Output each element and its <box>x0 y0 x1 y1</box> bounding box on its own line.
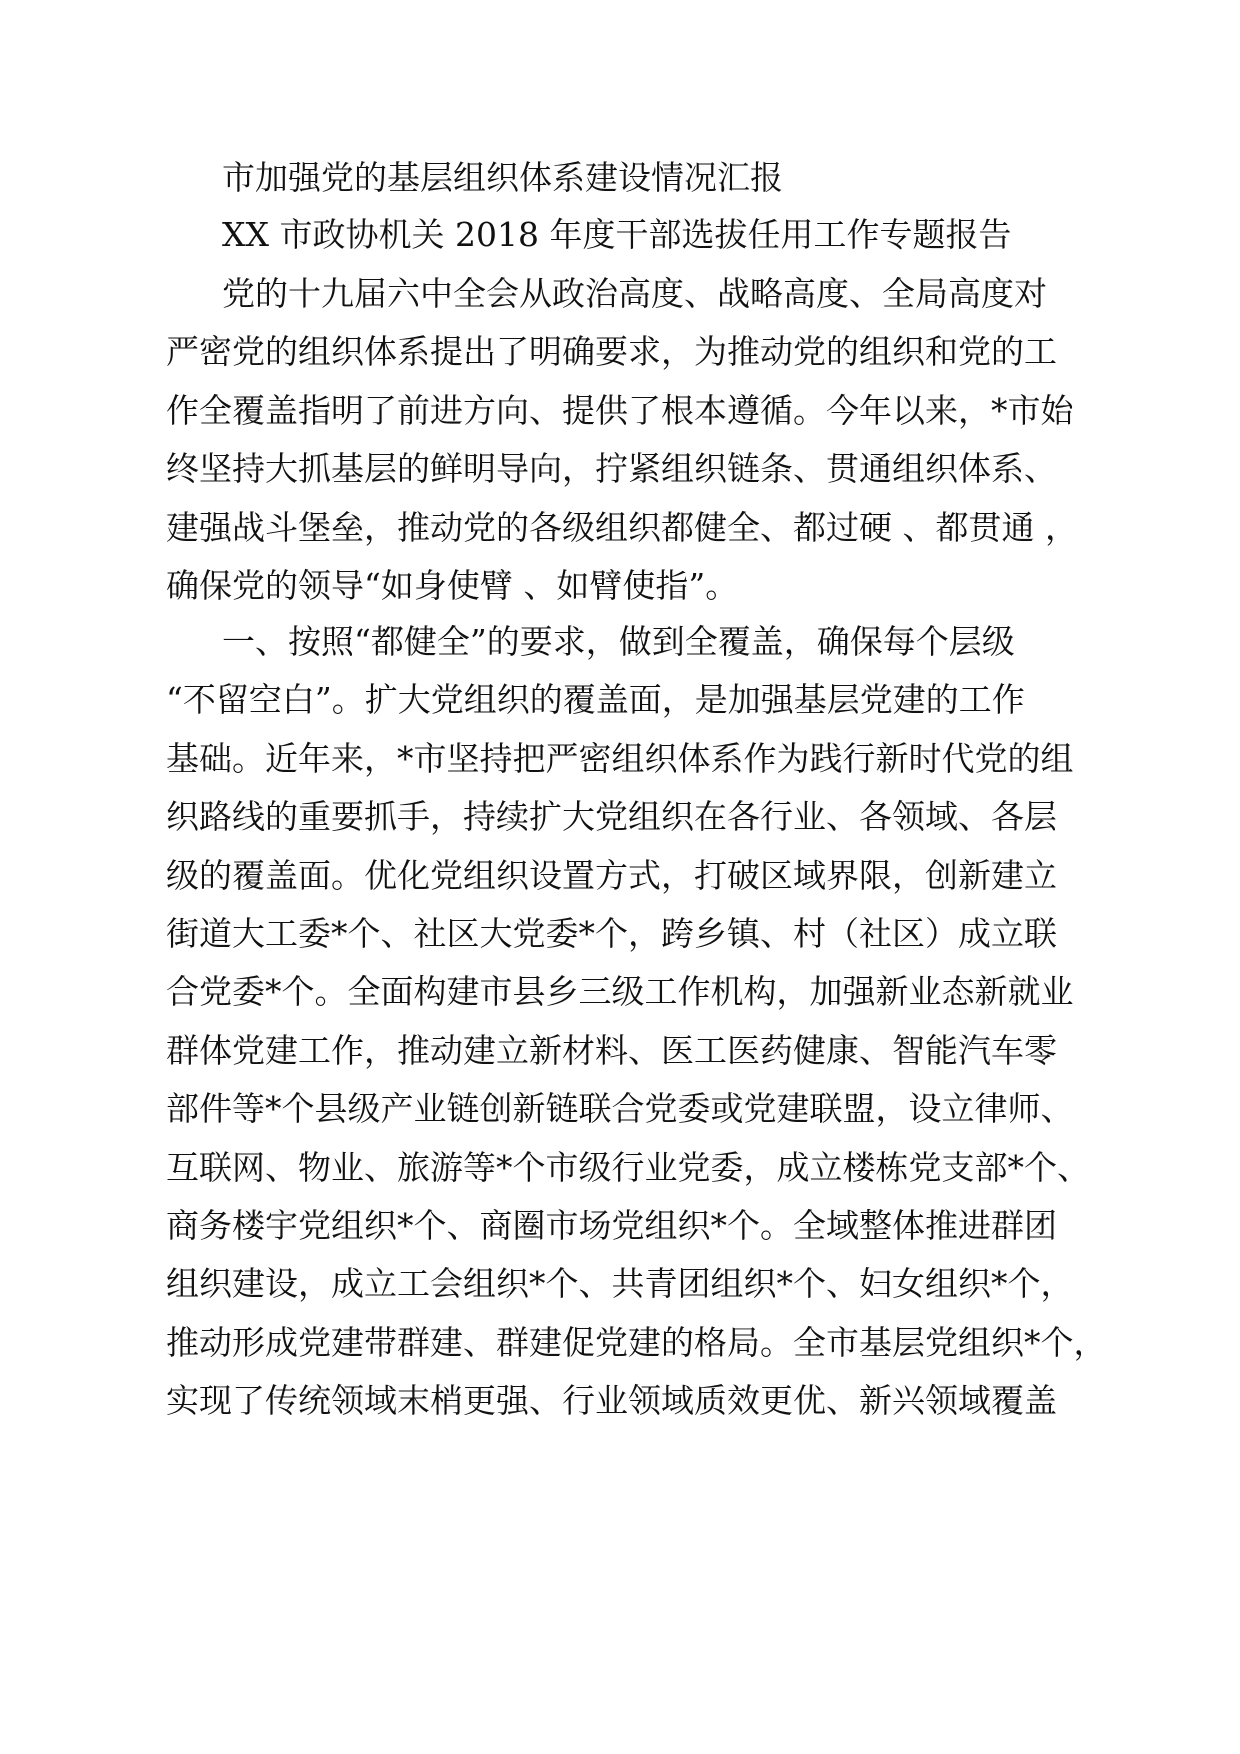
paragraph-1-line-1: 党的十九届六中全会从政治高度、战略高度、全局高度对 <box>222 274 1047 313</box>
paragraph-1-line-6: 确保党的领导“如身使臂 、如臂使指”。 <box>166 566 739 605</box>
paragraph-1-line-5: 建强战斗堡垒，推动党的各级组织都健全、都过硬 、都贯通 ， <box>166 508 1078 547</box>
paragraph-2-line-5: 级的覆盖面。优化党组织设置方式，打破区域界限，创新建立 <box>166 856 1057 895</box>
paragraph-2-line-1: 一、按照“都健全”的要求，做到全覆盖，确保每个层级 <box>222 622 1015 661</box>
document-subtitle: XX 市政协机关 2018 年度干部选拔任用工作专题报告 <box>222 215 1012 254</box>
paragraph-2-line-6: 街道大工委*个、社区大党委*个，跨乡镇、村（社区）成立联 <box>166 914 1057 953</box>
paragraph-2-line-3: 基础。近年来，*市坚持把严密组织体系作为践行新时代党的组 <box>166 739 1074 778</box>
paragraph-1-line-3: 作全覆盖指明了前进方向、提供了根本遵循。今年以来，*市始 <box>166 391 1074 430</box>
paragraph-1-line-2: 严密党的组织体系提出了明确要求，为推动党的组织和党的工 <box>166 332 1057 371</box>
paragraph-2-line-4: 织路线的重要抓手，持续扩大党组织在各行业、各领域、各层 <box>166 797 1057 836</box>
paragraph-2-line-7: 合党委*个。全面构建市县乡三级工作机构，加强新业态新就业 <box>166 972 1074 1011</box>
paragraph-2-line-8: 群体党建工作，推动建立新材料、医工医药健康、智能汽车零 <box>166 1031 1057 1070</box>
paragraph-2-line-13: 推动形成党建带群建、群建促党建的格局。全市基层党组织*个， <box>166 1323 1107 1362</box>
paragraph-2-line-2: “不留空白”。扩大党组织的覆盖面，是加强基层党建的工作 <box>166 680 1025 719</box>
paragraph-2-line-9: 部件等*个县级产业链创新链联合党委或党建联盟，设立律师、 <box>166 1089 1074 1128</box>
paragraph-2-line-11: 商务楼宇党组织*个、商圈市场党组织*个。全域整体推进群团 <box>166 1206 1057 1245</box>
paragraph-2-line-10: 互联网、物业、旅游等*个市级行业党委，成立楼栋党支部*个、 <box>166 1148 1090 1187</box>
paragraph-2-line-12: 组织建设，成立工会组织*个、共青团组织*个、妇女组织*个， <box>166 1264 1074 1303</box>
paragraph-2-line-14: 实现了传统领域末梢更强、行业领域质效更优、新兴领域覆盖 <box>166 1381 1057 1420</box>
document-title: 市加强党的基层组织体系建设情况汇报 <box>222 158 783 197</box>
paragraph-1-line-4: 终坚持大抓基层的鲜明导向，拧紧组织链条、贯通组织体系、 <box>166 449 1057 488</box>
